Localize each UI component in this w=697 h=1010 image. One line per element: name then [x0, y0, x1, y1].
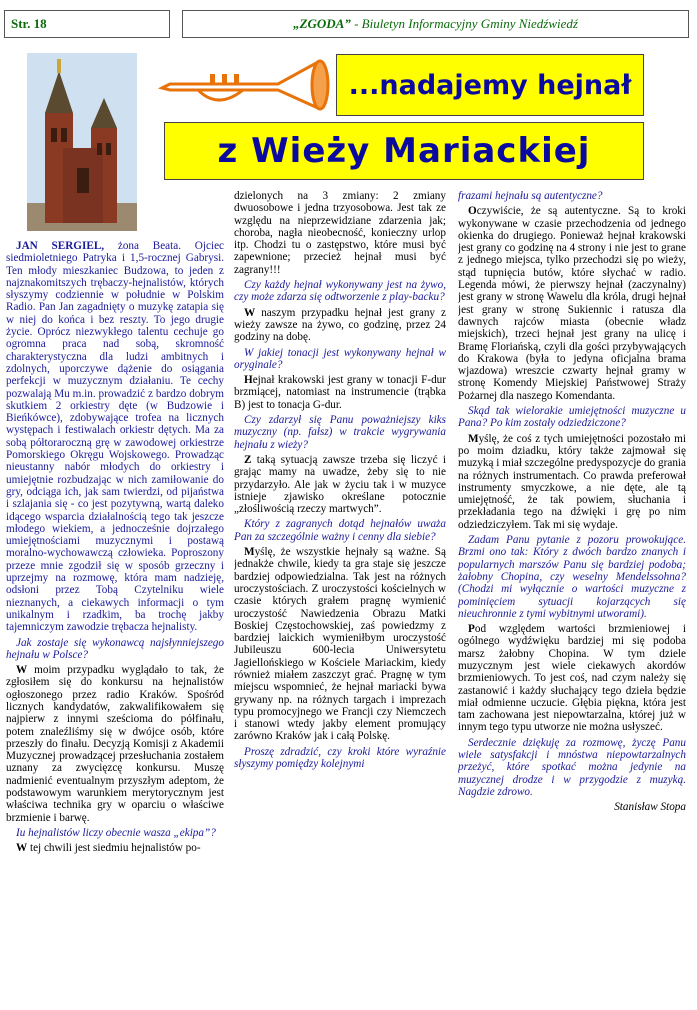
question-2: Iu hejnalistów liczy obecnie wasza „ekipa”? [16, 826, 216, 839]
answer-8: Myślę, że coś z tych umiejętności pozostało mi po moim dziadku, który także zajmował się muzyką i miał szczególne predyspozycje do grania na różnych instrumentach. Co prawda preferował instrumenty smyczkowe, a nie dęte, ale tą umiejętność, że tak powiem, słuchania i przekładania tego na dźwięki i grę po nim odziedziczyłem. Tak mi się wydaje. [458, 432, 686, 531]
question-7: Proszę zdradzić, czy kroki które wyraźnie słyszymy pomiędzy kolejnymi [234, 745, 446, 771]
publication-subtitle: - Biuletyn Informacyjny Gminy Niedźwiedź [350, 16, 578, 31]
column-3 [458, 190, 686, 1008]
intro-paragraph: JAN SERGIEL, żona Beata. Ojciec siedmioletniego Patryka i 1,5-rocznej Gabrysi. Ten młody mieszkaniec Budzowa, to jeden z najznakomitszych trębaczy-hejnalistów, których słyszymy codziennie w południe w Polskim Radio. Pan Jan zagadnięty o muzykę zatapia się w niej do końca i bez reszty. To jego drugie życie. Oprócz niezwykłego talentu cechuje go ogromna praca nad sobą, skromność charakterystyczna dla ludzi ambitnych i zdolnych, uporczywe dążenie do osiągania perfekcji w muzycznym działaniu. Te cechy pozwalają Mu m.in. prowadzić z bardzo dobrym skutkiem 2 orkiestry dęte (w Budzowie i Bieńkówce), zdobywające trofea na licznych występach i festiwalach orkiestr dętych. Ma za sobą półtoraroczną grę w zawodowej orkiestrze Pomorskiego Okręgu Wojskowego. Prowadząc nieustanny nabór młodych do orkiestry i umiejętnie rozbudzając w nich zamiłowanie do gry, odciąga ich, jak sam twierdzi, od pijaństwa i szlajania się - co jest pozytywną, wartą daleko idącego wsparcia działalnością tego tak jeszcze młodego wiekiem, a jednocześnie dojrzałego umiejętnościami muzycznymi i postawą moralno-wychowawczą człowieka. Poproszony przeze mnie zgodził się w sposób grzeczny i uprzejmy na rozmowę, która mam nadzieję, odsłoni przez Tobą Czytelniku wiele nieznanych, a ciekawych informacji o tym unikalnym i rzadkim, ba trochę jakby tajemniczym zawodzie trębacza hejnalisty. [6, 240, 224, 634]
question-6: Który z zagranych dotąd hejnałów uważa Pan za szczególnie ważny i cenny dla siebie? [234, 518, 446, 543]
publication-header [182, 10, 689, 38]
answer-1: W moim przypadku wyglądało to tak, że zgłosiłem się do konkursu na hejnalistów ogłoszonego przez radio Kraków. Spośród licznych kandydatów, zakwalifikowałem się najpierw z innymi sześcioma do półfinału, potem znaleźliśmy się w dwójce osób, które przeszły do finału. Decyzją Komisji z Akademii Muzycznej prowadzącej przesłuchania zostałem uznany za zwycięzcę konkursu. Muszę nadmienić eventualnym przyszłym adeptom, że podstawowym warunkiem merytorycznym jest właściwa technika gry w oparciu o właściwe brzmienie i barwę. [6, 664, 224, 824]
answer-2: W tej chwili jest siedmiu hejnalistów po- [16, 842, 201, 855]
church-photo [27, 53, 137, 231]
column-2 [234, 190, 446, 1008]
answer-9: Pod względem wartości brzmieniowej i ogólnego wydźwięku bardziej mi się podoba marsz żałobny Chopina. W tym dziele muzycznym jest wiele ciekawych akordów brzmieniowych. To jest coś, nad czym należy się zastanowić i każdy słuchający tego dzieła będzie miał odmienne uczucie. Głębia piękna, która jest tam zachowana jest niepowtarzalna, której już w innym tego typu utworze nie można usłyszeć. [458, 623, 686, 734]
publication-name: „ZGODA” [293, 16, 351, 31]
title-line-1: ...nadajemy hejnał [336, 54, 644, 116]
trumpet-icon [158, 54, 336, 112]
question-5: Czy zdarzył się Panu poważniejszy kiks muzyczny (np. fałsz) w trakcie wygrywania hejnału z wieży? [234, 414, 446, 451]
answer-2-continued: dzielonych na 3 zmiany: 2 zmiany dwuosobowe i jedna trzyosobowa. Jest tak ze względu na nieprzewidziane zdarzenia jak; choroba, nagła nieobecność, konieczny urlop itp. Chodzi tu o zastępstwo, które musi być zapewnione; przecież hejnał musi być zagrany!!! [234, 190, 446, 276]
title-line-2: z Wieży Mariackiej [164, 122, 644, 180]
intro-name: JAN SERGIEL, [16, 240, 105, 252]
answer-3: W naszym przypadku hejnał jest grany z wieży zawsze na żywo, co godzinę, przez 24 godziny na dobę. [234, 306, 446, 344]
answer-5: Z taką sytuacją zawsze trzeba się liczyć i grając mamy na uwadze, żeby się to nie przydarzyło. Ale jak w życiu tak i w muzyce istnieje zjawisko określane potocznie „złośliwością rzeczy martwych”. [234, 453, 446, 516]
closing-remark: Serdecznie dziękuję za rozmowę, życzę Panu wiele satysfakcji i mnóstwa niepowtarzalnych przeżyć, które spotkać można jedynie na muzycznej drodze i w przygodzie z muzyką. Nagdzie zdrowo. [458, 736, 686, 798]
question-8: Skąd tak wielorakie umiejętności muzyczne u Pana? Po kim zostały odziedziczone? [458, 405, 686, 430]
question-1: Jak zostaje się wykonawcą najsłynniejszego hejnału w Polsce? [6, 636, 224, 661]
answer-4: Hejnał krakowski jest grany w tonacji F-dur brzmiącej, natomiast na instrumencie (trąbka B) jest to tonacja G-dur. [234, 374, 446, 411]
question-3: Czy każdy hejnał wykonywany jest na żywo, czy może zdarza się odtworzenie z play-backu? [234, 279, 446, 304]
page-number: Str. 18 [11, 16, 47, 31]
answer-7: Oczywiście, że są autentyczne. Są to kroki wykonywane w czasie przechodzenia od jednego okienka do drugiego. Ponieważ hejnał krakowski jest grany co godzinę na 4 strony i nie jest to grane z jednego miejsca, tylko przechodzi się po wieży, stąd tupnięcia butów, które słychać w radio. Legenda mówi, że pierwszy hejnał (zaczynalny) jest grany w stronę Wawelu dla króla, drugi hejnał jest grany w stronę Sukiennic i ratusza dla dawnych rajców miasta (obecnie władz miejskich), trzeci hejnał jest grany na ulicę i Bramę Floriańską, czyli dla gości przybywających do Krakowa (była to jedyna oficjalna brama wjazdowa) wreszcie czwarty hejnał gramy w stronę Komendy Miejskiej Państwowej Straży Pożarnej dla naszego Komendanta. [458, 205, 686, 402]
question-7-continued: frazami hejnału są autentyczne? [458, 190, 603, 202]
answer-6: Myślę, że wszystkie hejnały są ważne. Są jednakże chwile, kiedy ta gra staje się jeszcze bardziej odpowiedzialna. Tak jest na różnych uroczystościach. Z uroczystości kościelnych w czasie których grałem pragnę wymienić uroczystość Nawiedzenia Obrazu Matki Boskiej Częstochowskiej, zaś powiedzmy z bardziej laickich wymieniłbym uroczystość Jubileuszu 600-lecia Uniwersytetu Jagiellońskiego w Kościele Mariackim, kiedy również miałem zaszczyt grać. Pragnę w tym miejscu wspomnieć, że hejnał mariacki bywa grywany np. na różnych targach i imprezach typu promocyjnego we Francji czy Niemczech i stanowi wtedy jakby element promujący zarówno Kraków jak i całą Polskę. [234, 546, 446, 743]
question-4: W jakiej tonacji jest wykonywany hejnał w oryginale? [234, 346, 446, 371]
page-number-box [4, 10, 170, 38]
column-1 [6, 240, 224, 1008]
question-9: Zadam Panu pytanie z pozoru prowokujące. Brzmi ono tak: Który z dwóch bardzo znanych i popularnych marszów Panu się bardziej podoba; żałobny Chopina, czy weselny Mendelssohna? (Chodzi mi wyłącznie o wartości muzyczne z pominięciem sytuacji kojarzących się nieuchronnie z tymi wybitnymi utworami). [458, 534, 686, 620]
author-signature: Stanisław Stopa [614, 801, 686, 814]
